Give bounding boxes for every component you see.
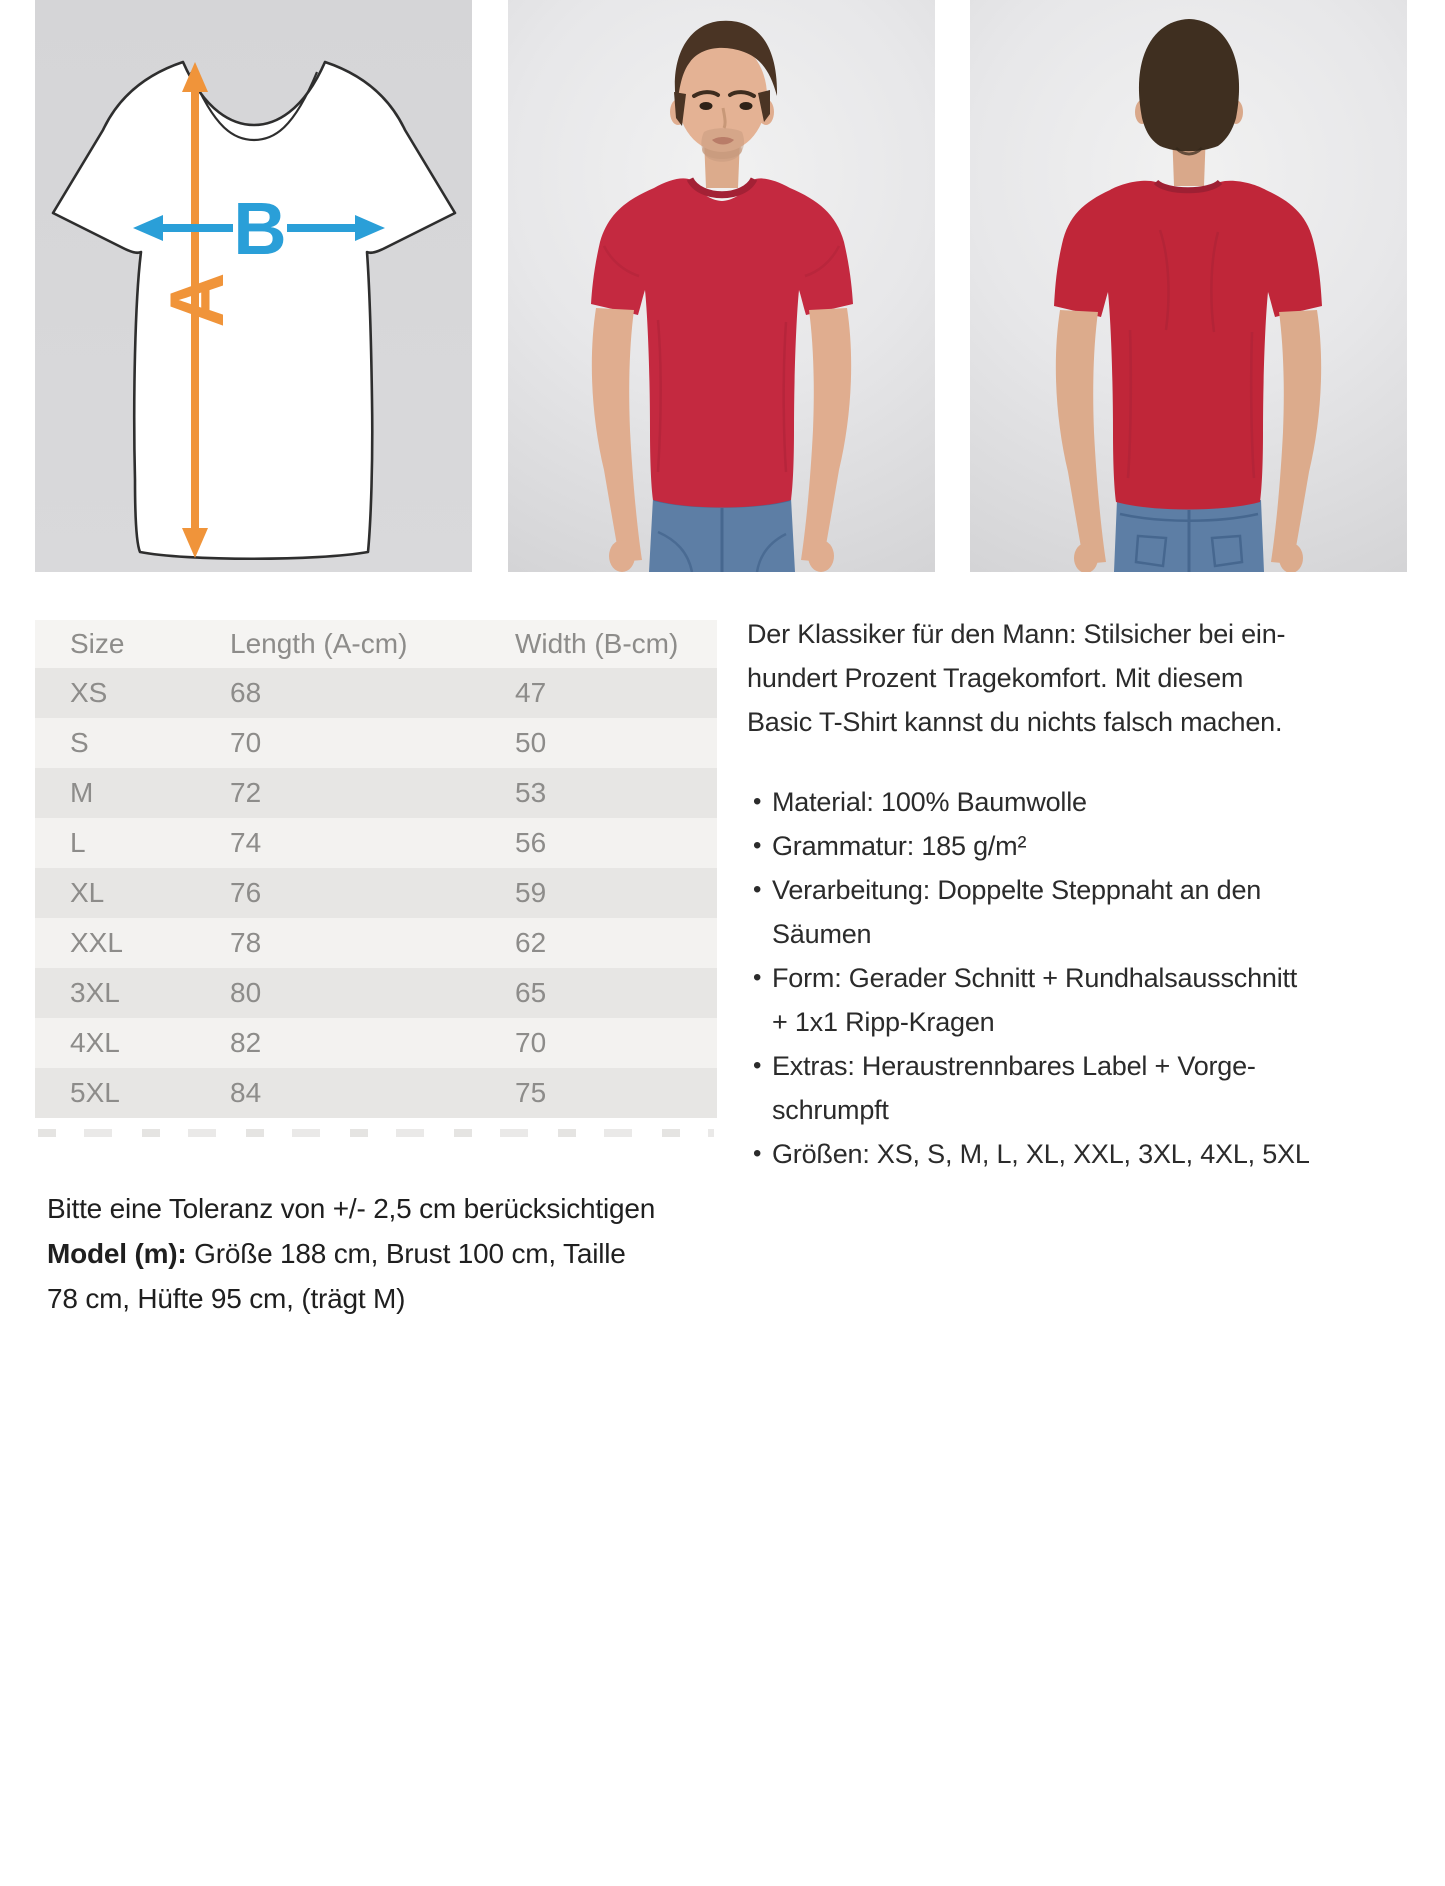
table-row: 3XL 80 65 [35,968,717,1018]
model-front-photo [508,0,935,572]
bullet-icon: • [753,964,762,991]
tshirt-measure-diagram [35,0,472,572]
list-item: • Grammatur: 185 g/m² [747,824,1415,868]
list-item: • Form: Gerader Schnitt + Rundhalsausschnitt + 1x1 Ripp-Kragen [747,956,1415,1044]
model-info-label: Model (m): [47,1238,187,1269]
list-item: • Material: 100% Baumwolle [747,780,1415,824]
table-row: M 72 53 [35,768,717,818]
list-item: • Extras: Heraustrennbares Label + Vorge- schrumpft [747,1044,1415,1132]
model-head-back [1135,19,1243,186]
table-row: XL 76 59 [35,868,717,918]
model-back-illustration [970,0,1407,572]
size-diagram-image [35,0,472,572]
model-head [670,21,777,188]
model-info-rest: Größe 188 cm, Brust 100 cm, Taille [186,1238,626,1269]
feature-list [747,780,1415,1176]
tshirt-outline [53,62,455,559]
model-back-photo [970,0,1407,572]
description-paragraph: Der Klassiker für den Mann: Stilsicher bei ein- hundert Prozent Tragekomfort. Mit diesem Basic T-Shirt kannst du nichts falsch machen. [747,619,1286,737]
table-row: 4XL 82 70 [35,1018,717,1068]
product-description [747,612,1415,1176]
bullet-icon: • [753,1052,762,1079]
measure-label-b: B [233,187,287,270]
jeans-front [649,498,795,572]
model-front-illustration [508,0,935,572]
column-header-size: Size [70,628,125,659]
table-row: L 74 56 [35,818,717,868]
model-info-line1 [47,1231,707,1276]
measurement-notes [47,1186,707,1321]
bullet-icon: • [753,1140,762,1167]
tolerance-note: Bitte eine Toleranz von +/- 2,5 cm berücksichtigen [47,1193,656,1224]
clipped-row-artifact [38,1129,714,1137]
measure-label-a: A [155,272,240,328]
list-item: • Größen: XS, S, M, L, XL, XXL, 3XL, 4XL, 5XL [747,1132,1415,1176]
column-header-length: Length (A-cm) [230,628,408,659]
bullet-icon: • [753,788,762,815]
table-row: 5XL 84 75 [35,1068,717,1118]
jeans-back [1114,500,1264,572]
table-row: XXL 78 62 [35,918,717,968]
bullet-icon: • [753,832,762,859]
list-item: • Verarbeitung: Doppelte Steppnaht an den Säumen [747,868,1415,956]
bullet-icon: • [753,876,762,903]
table-row: XS 68 47 [35,668,717,718]
size-chart-table [35,620,717,1118]
column-header-width: Width (B-cm) [515,628,679,659]
model-info-line2: 78 cm, Hüfte 95 cm, (trägt M) [47,1283,406,1314]
table-row: S 70 50 [35,718,717,768]
size-chart-header-row [35,620,717,668]
